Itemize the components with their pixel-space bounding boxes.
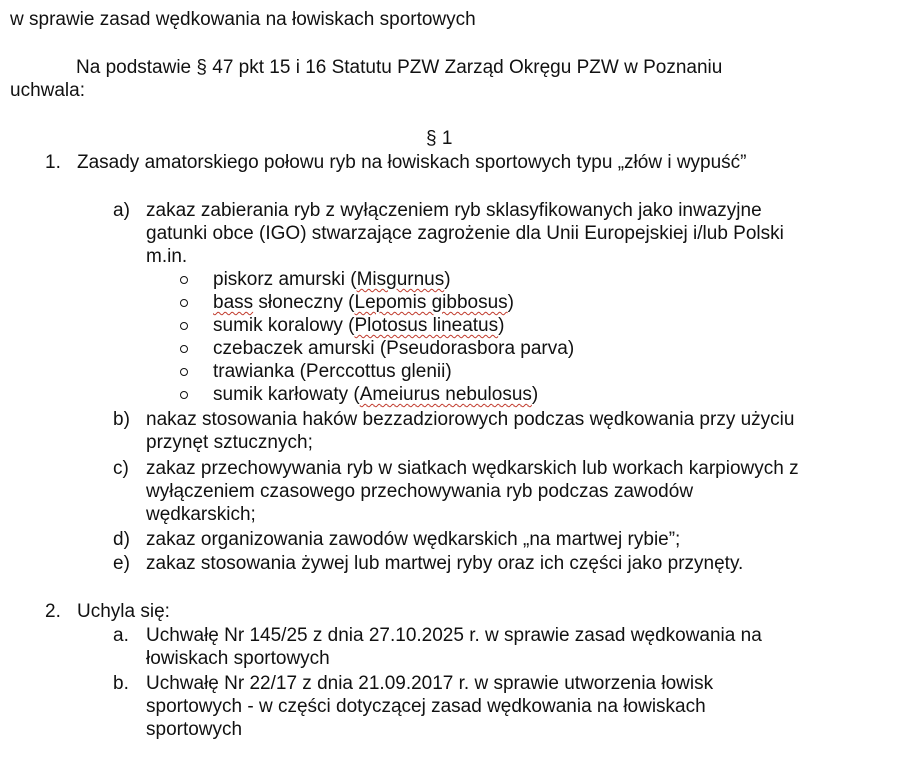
- repeal-b-line-3: sportowych: [146, 719, 243, 740]
- repeal-b-letter: b.: [113, 673, 129, 694]
- point-2-number: 2.: [45, 601, 61, 622]
- preamble-line-1: Na podstawie § 47 pkt 15 i 16 Statutu PZW Zarząd Okręgu PZW w Poznaniu: [76, 57, 723, 78]
- item-d-line-1: zakaz organizowania zawodów wędkarskich „na martwej rybie”;: [146, 529, 681, 550]
- item-a-letter: a): [113, 200, 130, 221]
- item-e-line-1: zakaz stosowania żywej lub martwej ryby oraz ich części jako przynęty.: [146, 553, 744, 574]
- point-1-text: Zasady amatorskiego połowu ryb na łowiskach sportowych typu „złów i wypuść”: [77, 152, 747, 173]
- item-a-line-3: m.in.: [146, 246, 188, 267]
- item-a-line-1: zakaz zabierania ryb z wyłączeniem ryb sklasyfikowanych jako inwazyjne: [146, 200, 762, 221]
- species-item: sumik karłowaty (Ameiurus nebulosus): [213, 384, 539, 405]
- item-d-letter: d): [113, 529, 130, 550]
- bullet-icon: [180, 368, 188, 376]
- repeal-a-line-2: łowiskach sportowych: [146, 648, 330, 669]
- item-c-line-2: wyłączeniem czasowego przechowywania ryb podczas zawodów: [146, 481, 694, 502]
- item-b-line-2: przynęt sztucznych;: [146, 432, 313, 453]
- section-sign: § 1: [426, 128, 453, 149]
- item-b-line-1: nakaz stosowania haków bezzadziorowych podczas wędkowania przy użyciu: [146, 409, 795, 430]
- repeal-a-letter: a.: [113, 625, 129, 646]
- species-item: czebaczek amurski (Pseudorasbora parva): [213, 338, 575, 359]
- item-e-letter: e): [113, 553, 130, 574]
- bullet-icon: [180, 299, 188, 307]
- item-c-line-3: wędkarskich;: [146, 504, 256, 525]
- bullet-icon: [180, 391, 188, 399]
- species-item: trawianka (Perccottus glenii): [213, 361, 452, 382]
- item-a-line-2: gatunki obce (IGO) stwarzające zagrożenie dla Unii Europejskiej i/lub Polski: [146, 223, 784, 244]
- item-c-line-1: zakaz przechowywania ryb w siatkach wędkarskich lub workach karpiowych z: [146, 458, 799, 479]
- item-c-letter: c): [113, 458, 129, 479]
- bullet-icon: [180, 276, 188, 284]
- species-item: sumik koralowy (Plotosus lineatus): [213, 315, 505, 336]
- repeal-b-line-1: Uchwałę Nr 22/17 z dnia 21.09.2017 r. w sprawie utworzenia łowisk: [146, 673, 714, 694]
- item-b-letter: b): [113, 409, 130, 430]
- repeal-b-line-2: sportowych - w części dotyczącej zasad wędkowania na łowiskach: [146, 696, 706, 717]
- species-item: piskorz amurski (Misgurnus): [213, 269, 451, 290]
- species-item: bass słoneczny (Lepomis gibbosus): [213, 292, 514, 313]
- bullet-icon: [180, 345, 188, 353]
- title-line: w sprawie zasad wędkowania na łowiskach sportowych: [10, 9, 476, 30]
- bullet-icon: [180, 322, 188, 330]
- point-2-text: Uchyla się:: [77, 601, 170, 622]
- preamble-line-2: uchwala:: [10, 80, 85, 101]
- repeal-a-line-1: Uchwałę Nr 145/25 z dnia 27.10.2025 r. w sprawie zasad wędkowania na: [146, 625, 762, 646]
- point-1-number: 1.: [45, 152, 61, 173]
